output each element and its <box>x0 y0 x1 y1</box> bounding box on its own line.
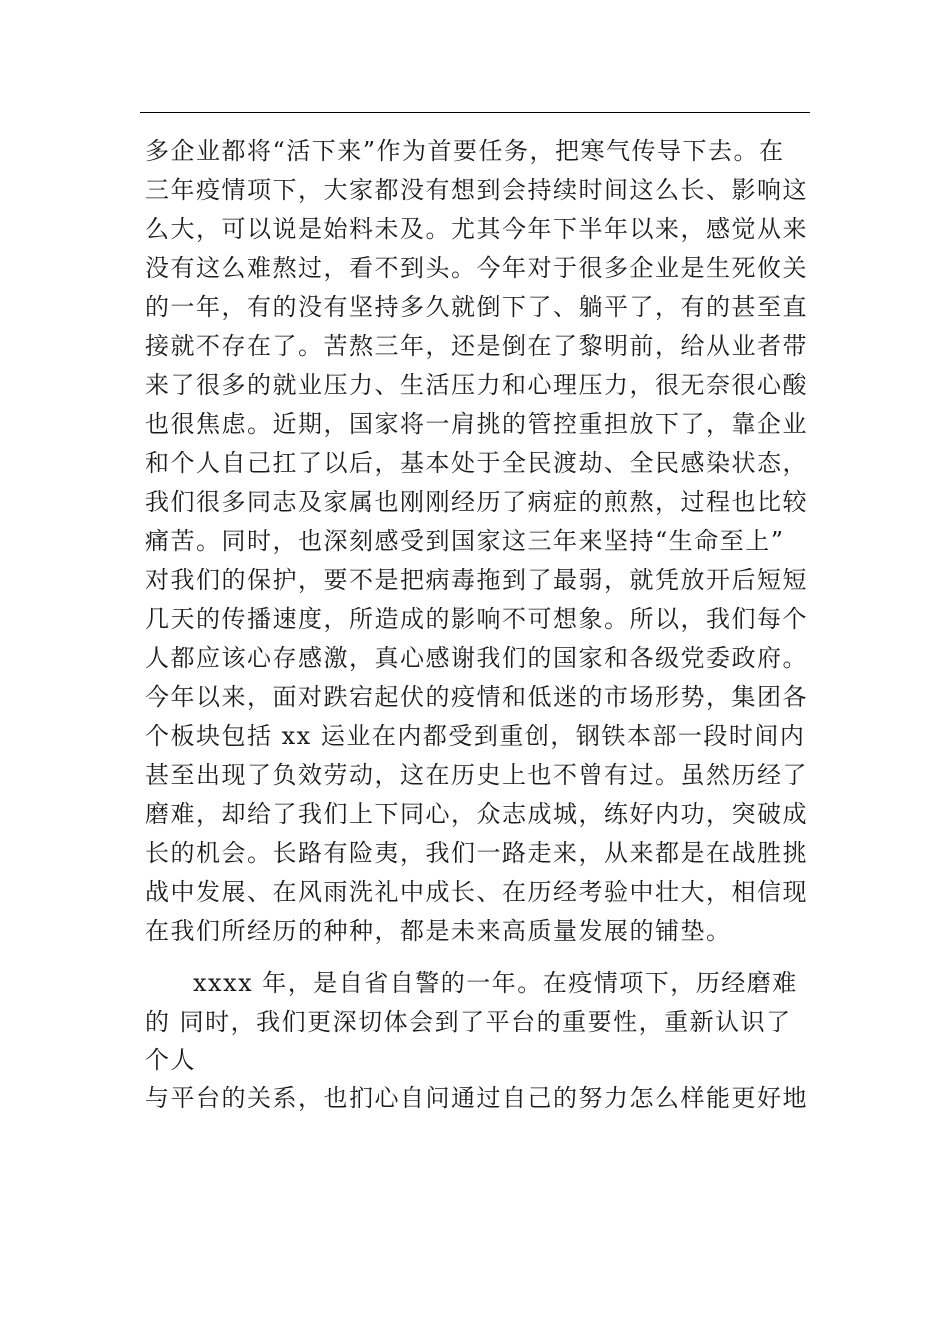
body-text <box>145 132 825 1118</box>
paragraph-line: 对我们的保护，要不是把病毒拖到了最弱，就凭放开后短短 <box>145 566 808 594</box>
paragraph-line: 磨难，却给了我们上下同心，众志成城，练好内功，突破成 <box>145 800 808 828</box>
paragraph-line: 三年疫情项下，大家都没有想到会持续时间这么长、影响这 <box>145 176 808 204</box>
paragraph-line: 么大，可以说是始料未及。尤其今年下半年以来，感觉从来 <box>145 215 808 243</box>
paragraph-line: 个人 <box>145 1046 196 1074</box>
paragraph-line: 甚至出现了负效劳动，这在历史上也不曾有过。虽然历经了 <box>145 761 808 789</box>
paragraph-line: 个板块包括 xx 运业在内都受到重创，钢铁本部一段时间内 <box>145 722 806 750</box>
paragraph-line: 人都应该心存感激，真心感谢我们的国家和各级党委政府。 <box>145 644 808 672</box>
paragraph-line: 的 同时，我们更深切体会到了平台的重要性，重新认识了 <box>145 1008 792 1036</box>
paragraph-line: 也很焦虑。近期，国家将一肩挑的管控重担放下了，靠企业 <box>145 410 808 438</box>
paragraph-line: 几天的传播速度，所造成的影响不可想象。所以，我们每个 <box>145 605 808 633</box>
paragraph-line: xxxx 年，是自省自警的一年。在疫情项下，历经磨难 <box>193 969 798 997</box>
paragraph-line: 没有这么难熬过，看不到头。今年对于很多企业是生死攸关 <box>145 254 808 282</box>
paragraph-line: 战中发展、在风雨洗礼中成长、在历经考验中壮大，相信现 <box>145 878 808 906</box>
paragraph-line: 长的机会。长路有险夷，我们一路走来，从来都是在战胜挑 <box>145 839 808 867</box>
paragraph-line: 痛苦。同时，也深刻感受到国家这三年来坚持“生命至上” <box>145 527 785 555</box>
paragraph-line: 和个人自己扛了以后，基本处于全民渡劫、全民感染状态， <box>145 449 808 477</box>
paragraph-line: 与平台的关系，也扪心自问通过自己的努力怎么样能更好地 <box>145 1084 808 1112</box>
paragraph-line: 的一年，有的没有坚持多久就倒下了、躺平了，有的甚至直 <box>145 293 808 321</box>
header-rule <box>140 112 810 113</box>
paragraph-line: 今年以来，面对跌宕起伏的疫情和低迷的市场形势，集团各 <box>145 683 808 711</box>
paragraph-line: 我们很多同志及家属也刚刚经历了病症的煎熬，过程也比较 <box>145 488 808 516</box>
paragraph-gap <box>145 951 825 964</box>
paragraph-line: 多企业都将“活下来”作为首要任务，把寒气传导下去。在 <box>145 137 785 165</box>
paragraph-line: 在我们所经历的种种，都是未来高质量发展的铺垫。 <box>145 917 732 945</box>
paragraph-line: 来了很多的就业压力、生活压力和心理压力，很无奈很心酸 <box>145 371 808 399</box>
paragraph-line: 接就不存在了。苦熬三年，还是倒在了黎明前，给从业者带 <box>145 332 808 360</box>
